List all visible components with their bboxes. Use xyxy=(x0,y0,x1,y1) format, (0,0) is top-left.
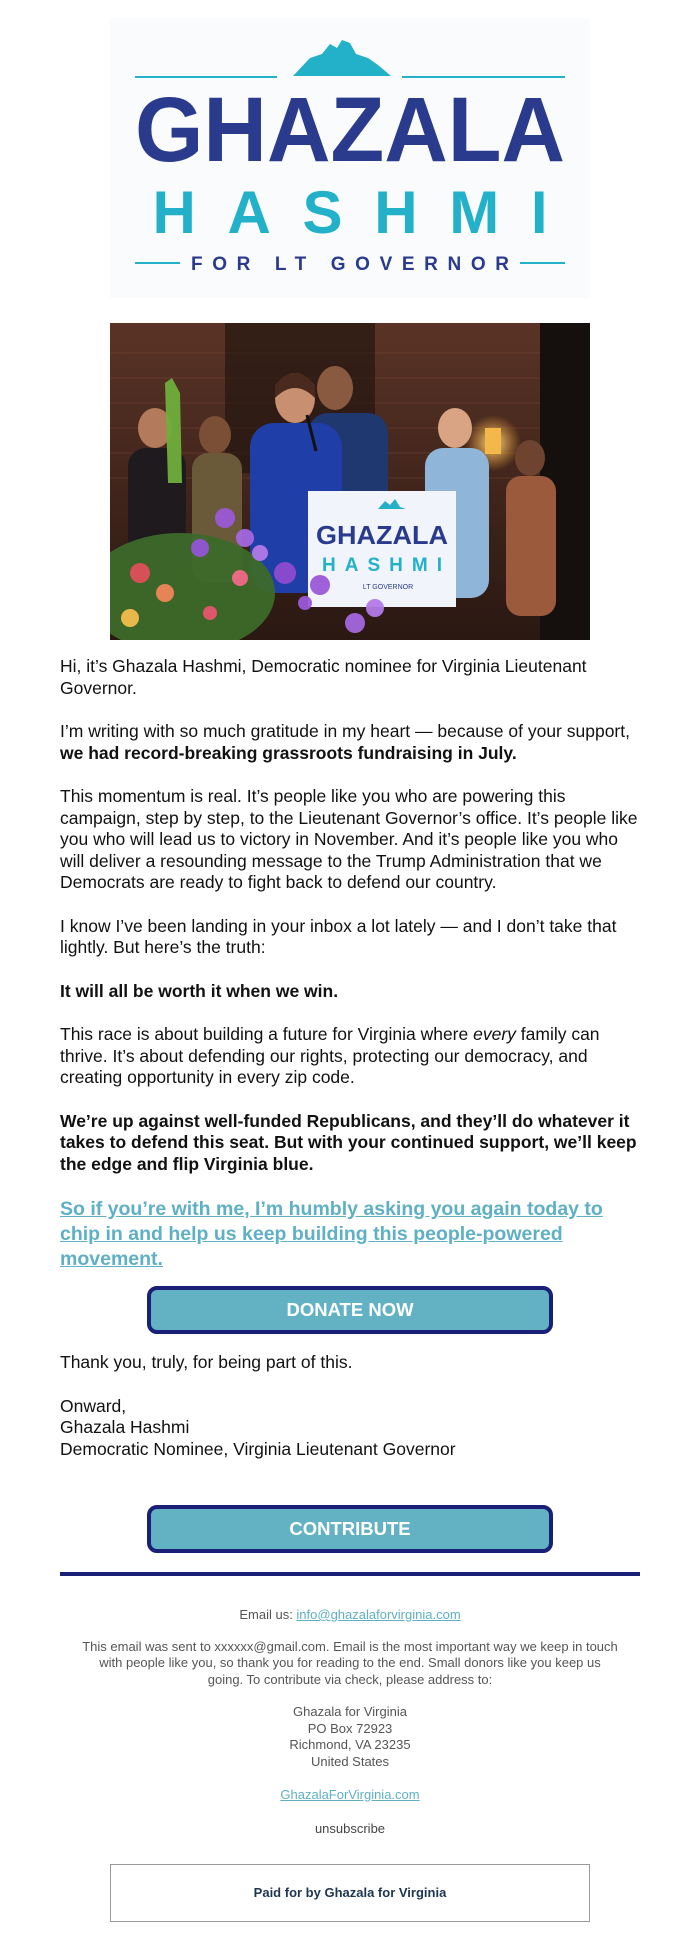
address-line-4: United States xyxy=(310,1753,390,1769)
inbox-paragraph: I know I’ve been landing in your inbox a lot lately — and I don’t take that lightly. But here’s the truth: xyxy=(60,915,617,957)
momentum-paragraph: This momentum is real. It’s people like you who are powering this campaign, step by step, to the Lieutenant Governor’s office. It’s people like you who will lead us to victory in November. And it’s people like you who will deliver a resounding message to the Trump Administration that we Democrats are ready to fight back to defend our country. xyxy=(60,786,638,892)
sign-last-name: HASHMI xyxy=(322,555,442,576)
email-link[interactable]: info@ghazalaforvirginia.com xyxy=(296,1607,461,1622)
chip-in-link[interactable]: So if you’re with me, I’m humbly asking you again today to chip in and help us keep building this people-powered movement. xyxy=(60,1198,603,1270)
email-us-line xyxy=(80,1607,620,1624)
sign-tagline: LT GOVERNOR xyxy=(362,584,414,591)
paid-for-disclaimer: Paid for by Ghazala for Virginia xyxy=(110,1864,590,1922)
footer-divider xyxy=(60,1572,640,1576)
email-us-label: Email us: xyxy=(239,1607,297,1622)
thanks-paragraph: Thank you, truly, for being part of this. xyxy=(60,1352,353,1372)
sign-first-name: GHAZALA xyxy=(316,520,449,550)
logo-tagline: FOR LT GOVERNOR xyxy=(191,254,509,275)
signer-title: Democratic Nominee, Virginia Lieutenant Governor xyxy=(60,1438,456,1459)
donate-now-button[interactable]: DONATE NOW xyxy=(147,1286,553,1334)
footer-notice: This email was sent to xxxxxx@gmail.com. Email is the most important way we keep in touch with people like you, so thank you for reading to the end. Small donors like you keep us going. To contribute via check, please address to: xyxy=(82,1638,618,1687)
unsubscribe-link[interactable]: unsubscribe xyxy=(314,1820,386,1836)
logo-last-name: HASHMI xyxy=(152,179,548,246)
worth-it-paragraph: It will all be worth it when we win. xyxy=(60,980,339,1001)
address-line-3: Richmond, VA 23235 xyxy=(289,1737,411,1752)
race-text-end: family can thrive. It’s about defending our rights, protecting our democracy, and creating opportunity in every zip code. xyxy=(60,1024,600,1087)
gratitude-text: I’m writing with so much gratitude in my heart — because of your support, xyxy=(60,721,630,741)
intro-paragraph: Hi, it’s Ghazala Hashmi, Democratic nominee for Virginia Lieutenant Governor. xyxy=(60,656,587,698)
website-line xyxy=(80,1787,620,1804)
campaign-logo xyxy=(110,18,590,298)
republicans-paragraph: We’re up against well-funded Republicans, and they’ll do whatever it takes to defend this seat. But with your continued support, we’ll keep the edge and flip Virginia blue. xyxy=(60,1110,637,1174)
mailing-address xyxy=(80,1704,620,1770)
contribute-button[interactable]: CONTRIBUTE xyxy=(147,1505,553,1553)
contribute-section xyxy=(60,1505,640,1553)
signoff-greeting: Onward, xyxy=(60,1395,127,1416)
gratitude-highlight: we had record-breaking grassroots fundraising in July. xyxy=(60,742,517,763)
race-emphasis: every xyxy=(473,1024,516,1044)
website-link[interactable]: GhazalaForVirginia.com xyxy=(280,1787,420,1802)
hero-photo xyxy=(110,323,590,640)
signoff-block xyxy=(60,1396,640,1461)
race-paragraph xyxy=(60,1024,640,1089)
address-line-2: PO Box 72923 xyxy=(307,1720,393,1736)
race-text-start: This race is about building a future for Virginia where xyxy=(60,1024,474,1044)
gratitude-paragraph xyxy=(60,721,640,764)
email-body xyxy=(60,656,640,1460)
signer-name: Ghazala Hashmi xyxy=(60,1417,190,1437)
address-line-1: Ghazala for Virginia xyxy=(293,1704,407,1719)
virginia-state-icon xyxy=(293,40,391,76)
footer xyxy=(80,1607,620,1837)
logo-first-name: GHAZALA xyxy=(135,79,565,181)
